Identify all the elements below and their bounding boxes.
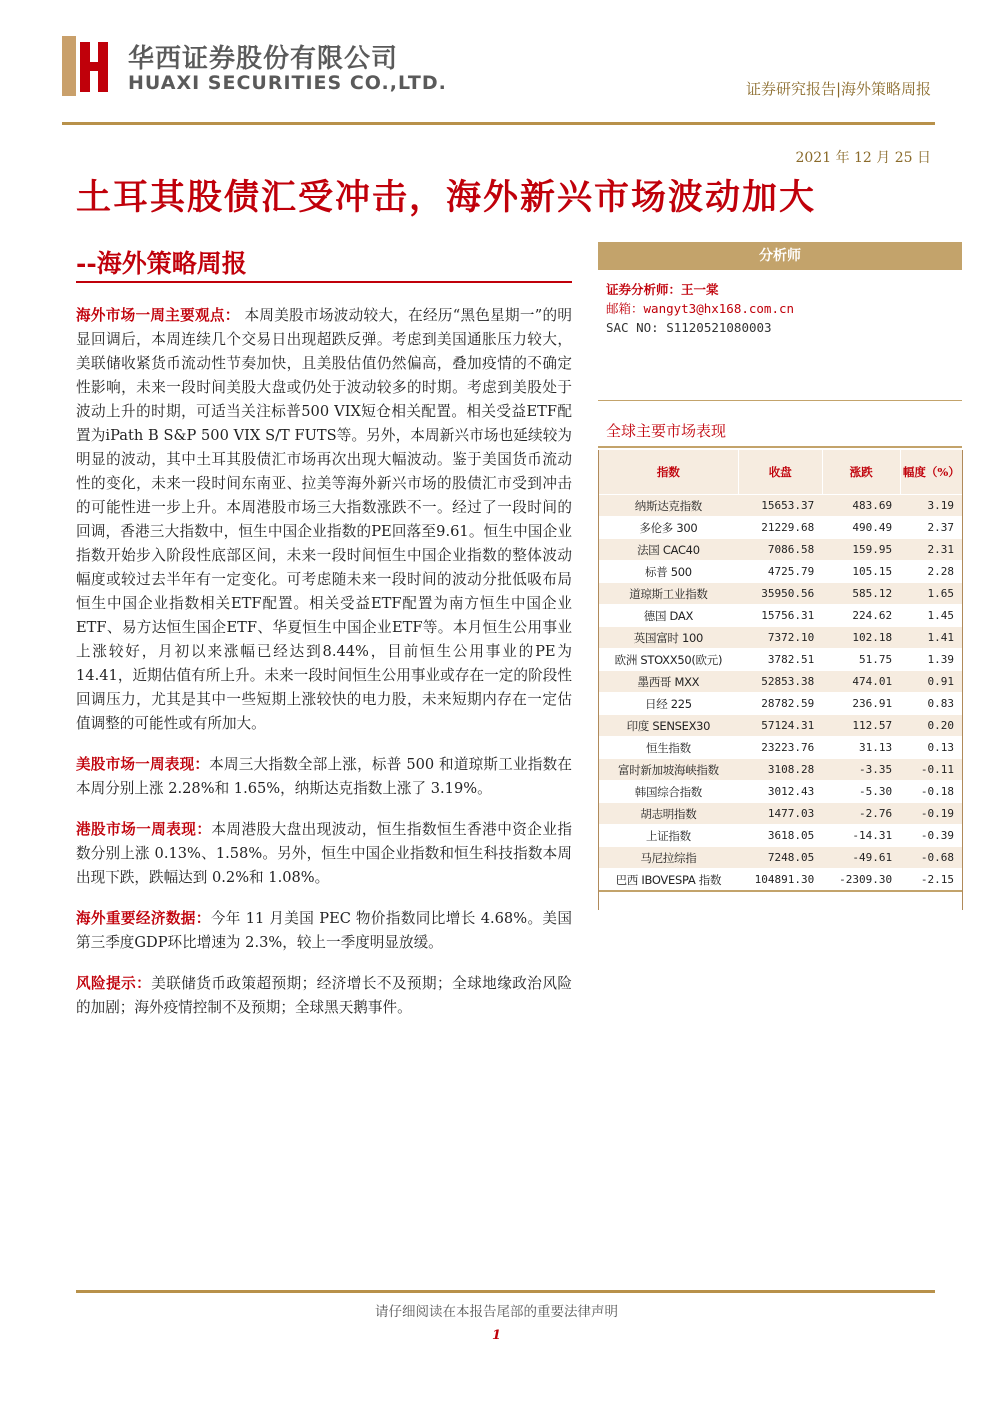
cell-index-name: 法国 CAC40: [599, 539, 739, 561]
table-row: [599, 759, 963, 781]
cell-pct: 1.41: [900, 627, 962, 649]
cell-index-name: 恒生指数: [599, 737, 739, 759]
cell-pct: 0.83: [900, 693, 962, 715]
paragraph-lead: 美股市场一周表现：: [76, 756, 210, 773]
cell-change: -49.61: [822, 847, 900, 869]
table-row: [599, 649, 963, 671]
cell-pct: -0.18: [900, 781, 962, 803]
table-row: [599, 671, 963, 693]
header-index: 指数: [599, 450, 739, 495]
cell-index-name: 上证指数: [599, 825, 739, 847]
analyst-name: 证券分析师：王一棠: [606, 282, 719, 297]
report-subtitle: --海外策略周报: [76, 249, 247, 278]
subtitle-divider: [76, 281, 572, 283]
cell-change: 102.18: [822, 627, 900, 649]
cell-pct: 1.45: [900, 605, 962, 627]
cell-index-name: 英国富时 100: [599, 627, 739, 649]
analyst-email-label: 邮箱：: [606, 301, 644, 316]
cell-close: 35950.56: [738, 583, 822, 605]
cell-change: -5.30: [822, 781, 900, 803]
cell-pct: -2.15: [900, 869, 962, 892]
market-table-title: 全球主要市场表现: [606, 422, 727, 440]
company-name-cn: 华西证券股份有限公司: [128, 44, 399, 74]
cell-index-name: 富时新加坡海峡指数: [599, 759, 739, 781]
header-close: 收盘: [738, 450, 822, 495]
cell-close: 4725.79: [738, 561, 822, 583]
cell-pct: 1.65: [900, 583, 962, 605]
table-row: [599, 715, 963, 737]
table-row: [599, 825, 963, 847]
cell-index-name: 胡志明指数: [599, 803, 739, 825]
cell-pct: 2.37: [900, 517, 962, 539]
cell-close: 23223.76: [738, 737, 822, 759]
cell-change: -14.31: [822, 825, 900, 847]
cell-pct: 1.39: [900, 649, 962, 671]
cell-pct: 0.13: [900, 737, 962, 759]
report-date: 2021 年 12 月 25 日: [795, 150, 931, 166]
cell-change: 483.69: [822, 495, 900, 517]
table-row: [599, 781, 963, 803]
paragraph-economic-data: [76, 907, 572, 955]
analyst-heading: 分析师: [598, 242, 962, 270]
cell-index-name: 德国 DAX: [599, 605, 739, 627]
footer-divider: [76, 1290, 935, 1293]
cell-change: 112.57: [822, 715, 900, 737]
cell-pct: 2.31: [900, 539, 962, 561]
cell-close: 3012.43: [738, 781, 822, 803]
cell-close: 15756.31: [738, 605, 822, 627]
cell-index-name: 巴西 IBOVESPA 指数: [599, 869, 739, 892]
paragraph-text: 本周三大指数全部上涨，标普 500 和道琼斯工业指数在本周分别上涨 2.28%和 1.65%，纳斯达克指数上涨了 3.19%。: [76, 756, 572, 797]
cell-close: 3108.28: [738, 759, 822, 781]
report-type: 证券研究报告|海外策略周报: [745, 80, 931, 98]
paragraph-lead: 海外市场一周主要观点：: [76, 307, 240, 324]
paragraph-lead: 港股市场一周表现：: [76, 821, 212, 838]
cell-change: 51.75: [822, 649, 900, 671]
cell-index-name: 日经 225: [599, 693, 739, 715]
market-table: [598, 450, 962, 892]
analyst-sac: SAC NO: S1120521080003: [606, 320, 772, 335]
cell-close: 1477.03: [738, 803, 822, 825]
cell-pct: -0.68: [900, 847, 962, 869]
paragraph-text: 美联储货币政策超预期；经济增长不及预期；全球地缘政治风险的加剧；海外疫情控制不及预期；全球黑天鹅事件。: [76, 975, 572, 1016]
paragraph-overview: [76, 304, 572, 736]
analyst-info: [606, 280, 794, 337]
cell-close: 104891.30: [738, 869, 822, 892]
cell-close: 3782.51: [738, 649, 822, 671]
cell-index-name: 道琼斯工业指数: [599, 583, 739, 605]
cell-change: -2309.30: [822, 869, 900, 892]
market-table-header: [599, 450, 963, 495]
cell-pct: -0.19: [900, 803, 962, 825]
table-row: [599, 583, 963, 605]
cell-index-name: 欧洲 STOXX50(欧元): [599, 649, 739, 671]
cell-pct: -0.11: [900, 759, 962, 781]
cell-change: 490.49: [822, 517, 900, 539]
company-logo: [62, 34, 447, 100]
paragraph-lead: 风险提示：: [76, 975, 152, 992]
cell-close: 28782.59: [738, 693, 822, 715]
cell-index-name: 纳斯达克指数: [599, 495, 739, 517]
paragraph-text: 今年 11 月美国 PEC 物价指数同比增长 4.68%。美国第三季度GDP环比增速为 2.3%，较上一季度明显放缓。: [76, 910, 572, 951]
header-divider: [62, 122, 935, 125]
paragraph-risk: [76, 972, 572, 1020]
cell-index-name: 韩国综合指数: [599, 781, 739, 803]
cell-index-name: 印度 SENSEX30: [599, 715, 739, 737]
analyst-divider: [598, 400, 962, 401]
cell-pct: 2.28: [900, 561, 962, 583]
table-row: [599, 869, 963, 892]
paragraph-us-market: [76, 753, 572, 801]
cell-change: 159.95: [822, 539, 900, 561]
report-title: 土耳其股债汇受冲击，海外新兴市场波动加大: [76, 177, 817, 218]
table-row: [599, 517, 963, 539]
table-row: [599, 605, 963, 627]
cell-close: 3618.05: [738, 825, 822, 847]
cell-pct: 3.19: [900, 495, 962, 517]
cell-pct: -0.39: [900, 825, 962, 847]
cell-index-name: 马尼拉综指: [599, 847, 739, 869]
cell-change: 474.01: [822, 671, 900, 693]
cell-change: 236.91: [822, 693, 900, 715]
cell-index-name: 标普 500: [599, 561, 739, 583]
cell-change: -2.76: [822, 803, 900, 825]
cell-pct: 0.91: [900, 671, 962, 693]
cell-index-name: 墨西哥 MXX: [599, 671, 739, 693]
cell-close: 57124.31: [738, 715, 822, 737]
cell-change: 31.13: [822, 737, 900, 759]
paragraph-hk-market: [76, 818, 572, 890]
table-frame-right: [962, 450, 963, 910]
cell-close: 21229.68: [738, 517, 822, 539]
cell-pct: 0.20: [900, 715, 962, 737]
table-row: [599, 737, 963, 759]
cell-close: 52853.38: [738, 671, 822, 693]
huaxi-logo-icon: [62, 36, 114, 96]
table-row: [599, 847, 963, 869]
analyst-email[interactable]: wangyt3@hx168.com.cn: [643, 301, 795, 316]
table-frame-left: [598, 450, 599, 910]
report-body: [76, 304, 572, 1037]
company-name-en: HUAXI SECURITIES CO.,LTD.: [128, 72, 447, 94]
header-pct: 幅度（%）: [900, 450, 962, 495]
paragraph-text: 本周美股市场波动较大，在经历“黑色星期一”的明显回调后，本周连续几个交易日出现超跌反弹。考虑到美国通胀压力较大，美联储收紧货币流动性节奏加快，且美股估值仍然偏高，叠加疫情的不确定性影响，未来一段时间美股大盘或仍处于波动较多的时期。考虑到美股处于波动上升的时期，可适当关注标普500 VIX短仓相关配置。相关受益ETF配置为iPath B S&P 500 VIX S/T FUTS等。另外，本周新兴市场也延续较为明显的波动，其中土耳其股债汇市场再次出现大幅波动。鉴于美国货币流动性的变化，未来一段时间东南亚、拉美等海外新兴市场的股债汇市受到冲击的可能性进一步上升。本周港股市场三大指数涨跌不一。经过了一段时间的回调，香港三大指数中，恒生中国企业指数的PE回落至9.61。恒生中国企业指数开始步入阶段性底部区间，未来一段时间恒生中国企业指数的整体波动幅度或较过去半年有一定变化。可考虑随未来一段时间的波动分批低吸布局恒生中国企业指数相关ETF配置。相关受益ETF配置为南方恒生中国企业ETF、易方达恒生国企ETF、华夏恒生中国企业ETF等。本月恒生公用事业上涨较好，月初以来涨幅已经达到8.44%，目前恒生公用事业的PE为14.41，近期估值有所上升。未来一段时间恒生公用事业或存在一定的阶段性回调压力，尤其是其中一些短期上涨较快的电力股，未来短期内存在一定估值调整的可能性或有所加大。: [76, 307, 572, 732]
page-number: 1: [491, 1328, 502, 1343]
cell-change: 105.15: [822, 561, 900, 583]
header-change: 涨跌: [822, 450, 900, 495]
cell-change: -3.35: [822, 759, 900, 781]
table-row: [599, 561, 963, 583]
cell-change: 224.62: [822, 605, 900, 627]
cell-close: 7248.05: [738, 847, 822, 869]
paragraph-lead: 海外重要经济数据：: [76, 910, 211, 927]
cell-change: 585.12: [822, 583, 900, 605]
table-row: [599, 627, 963, 649]
table-row: [599, 803, 963, 825]
cell-index-name: 多伦多 300: [599, 517, 739, 539]
legal-disclaimer: 请仔细阅读在本报告尾部的重要法律声明: [375, 1304, 618, 1320]
table-row: [599, 693, 963, 715]
cell-close: 7372.10: [738, 627, 822, 649]
market-table-title-divider: [598, 446, 962, 448]
table-row: [599, 539, 963, 561]
table-row: [599, 495, 963, 517]
analyst-email-line: [606, 299, 794, 318]
cell-close: 7086.58: [738, 539, 822, 561]
paragraph-text: 本周港股大盘出现波动，恒生指数恒生香港中资企业指数分别上涨 0.13%、1.58%。另外，恒生中国企业指数和恒生科技指数本周出现下跌，跌幅达到 0.2%和 1.08%。: [76, 821, 572, 886]
cell-close: 15653.37: [738, 495, 822, 517]
